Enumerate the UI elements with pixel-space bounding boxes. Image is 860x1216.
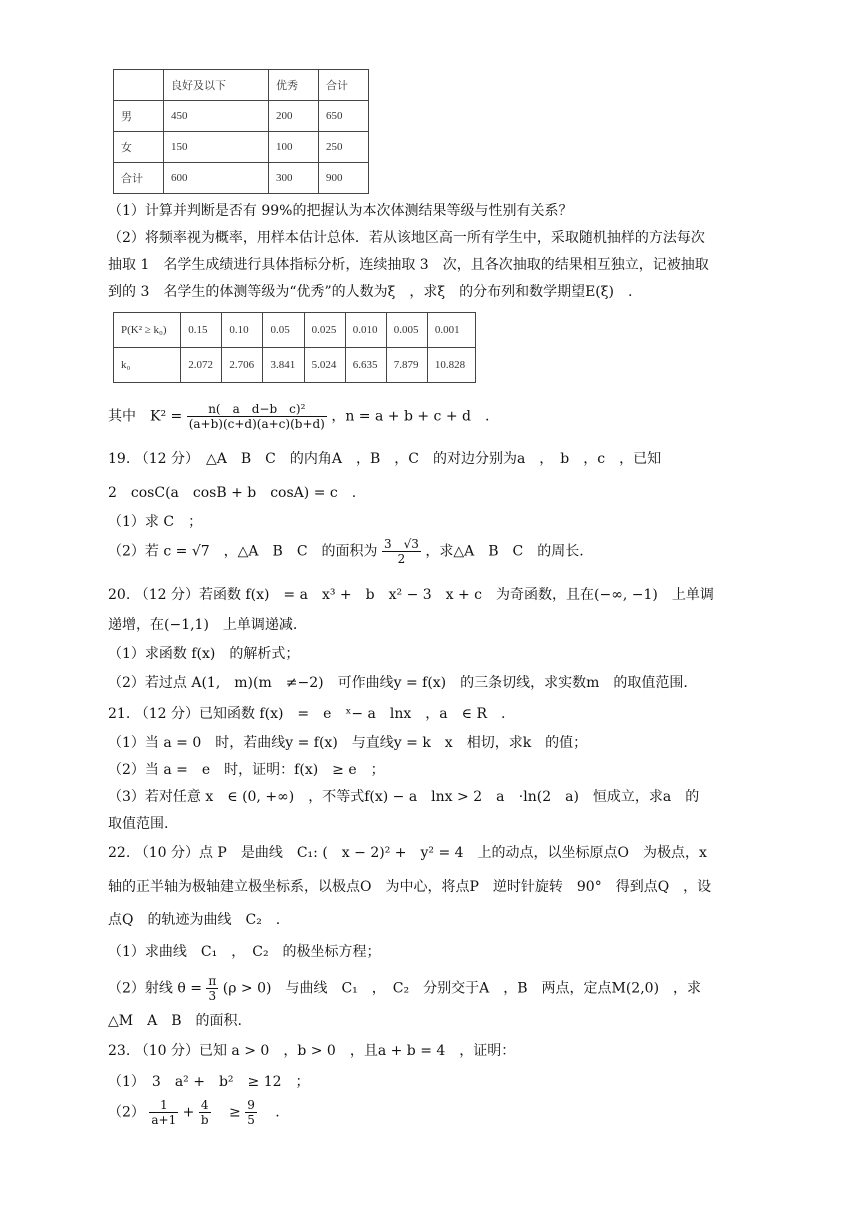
table-cell: 0.010 bbox=[345, 313, 386, 348]
table-cell: 10.828 bbox=[427, 348, 475, 383]
plus-sign: + bbox=[182, 1104, 195, 1121]
q22-stem-line3: 点Q 的轨迹为曲线 C₂ . bbox=[108, 912, 281, 928]
q18-part2-line3: 到的 3 名学生的体测等级为“优秀”的人数为ξ ，求ξ 的分布列和数学期望E(ξ) . bbox=[108, 284, 633, 300]
table-row bbox=[114, 313, 476, 348]
table-cell: 300 bbox=[269, 163, 319, 194]
fraction-2 bbox=[199, 1098, 211, 1127]
q18-part2-line2: 抽取 1 名学生成绩进行具体指标分析，连续抽取 3 次，且各次抽取的结果相互独立，记被抽取 bbox=[108, 257, 709, 273]
table-cell: 6.635 bbox=[345, 348, 386, 383]
table-cell: 200 bbox=[269, 101, 319, 132]
q22-part2-text-a: （2）射线 θ = bbox=[108, 980, 202, 997]
q19-part2-text-a: （2）若 c = √7 ，△A B C 的面积为 bbox=[108, 543, 378, 560]
table-cell: 0.025 bbox=[304, 313, 345, 348]
table-cell: 900 bbox=[319, 163, 369, 194]
table-cell: 3.841 bbox=[263, 348, 304, 383]
q21-part2: （2）当 a = e 时，证明：f(x) ≥ e ； bbox=[108, 762, 385, 778]
formula-denominator: (a+b)(c+d)(a+c)(b+d) bbox=[188, 417, 325, 431]
q22-part2-text-b: (ρ > 0) 与曲线 C₁ ， C₂ 分别交于A ，B 两点，定点M(2,0) ，求 bbox=[222, 980, 702, 997]
table-cell: 0.05 bbox=[263, 313, 304, 348]
q22-stem-line2: 轴的正半轴为极轴建立极坐标系，以极点O 为中心，将点P 逆时针旋转 90° 得到点Q ，设 bbox=[108, 879, 712, 895]
fraction-denominator: b bbox=[200, 1113, 209, 1127]
table-cell: 0.005 bbox=[386, 313, 427, 348]
k-squared-formula bbox=[108, 402, 489, 431]
q22-part2-line2: △M A B 的面积. bbox=[108, 1013, 242, 1029]
table-cell: 0.001 bbox=[427, 313, 475, 348]
fraction-numerator: 4 bbox=[199, 1098, 211, 1113]
table-row bbox=[114, 132, 369, 163]
table-cell: 男 bbox=[114, 101, 164, 132]
geq-sign: ≥ bbox=[215, 1104, 241, 1121]
table-row bbox=[114, 70, 369, 101]
table-cell: 650 bbox=[319, 101, 369, 132]
q22-stem-line1: 22. （10 分）点 P 是曲线 C₁: ( x − 2)² + y² = 4 上的动点，以坐标原点O 为极点，x bbox=[108, 845, 707, 861]
fraction-denominator: 3 bbox=[208, 989, 217, 1003]
angle-fraction bbox=[206, 974, 218, 1003]
table-cell: 0.10 bbox=[222, 313, 263, 348]
formula-prefix: 其中 K² = bbox=[108, 408, 183, 425]
q23-part1: （1） 3 a² + b² ≥ 12 ； bbox=[108, 1074, 310, 1090]
table-row bbox=[114, 163, 369, 194]
formula-fraction bbox=[187, 402, 327, 431]
q22-part2 bbox=[108, 974, 701, 1003]
table-cell: 优秀 bbox=[269, 70, 319, 101]
critical-value-table bbox=[113, 312, 476, 383]
q19-part1: （1）求 C ； bbox=[108, 514, 203, 530]
area-fraction bbox=[382, 537, 421, 566]
fraction-numerator: 1 bbox=[149, 1098, 178, 1113]
q21-stem: 21. （12 分）已知函数 f(x) = e ˣ− a lnx ，a ∈ R . bbox=[108, 706, 506, 722]
table-row bbox=[114, 348, 476, 383]
table-row bbox=[114, 101, 369, 132]
table-cell bbox=[114, 70, 164, 101]
q19-part2 bbox=[108, 537, 584, 566]
q22-part1: （1）求曲线 C₁ ， C₂ 的极坐标方程； bbox=[108, 944, 381, 960]
q20-stem-line1: 20. （12 分）若函数 f(x) = a x³ + b x² − 3 x + c 为奇函数，且在(−∞, −1) 上单调 bbox=[108, 587, 714, 603]
q20-stem-line2: 递增，在(−1,1) 上单调递减. bbox=[108, 617, 298, 633]
table-cell: 合计 bbox=[319, 70, 369, 101]
q19-stem-line1: 19. （12 分） △A B C 的内角A ，B ，C 的对边分别为a ， b ，c ，已知 bbox=[108, 451, 662, 467]
table-cell: 2.706 bbox=[222, 348, 263, 383]
fraction-3 bbox=[245, 1098, 257, 1127]
table-cell: 合计 bbox=[114, 163, 164, 194]
table-cell: 5.024 bbox=[304, 348, 345, 383]
q21-part3-line1: （3）若对任意 x ∈ (0, +∞) ，不等式f(x) − a lnx > 2 a ⋅ln(2 a) 恒成立，求a 的 bbox=[108, 789, 700, 805]
table-cell: 450 bbox=[164, 101, 269, 132]
q19-stem-line2: 2 cosC(a cosB + b cosA) = c . bbox=[108, 485, 357, 501]
table-cell: k₀ bbox=[114, 348, 181, 383]
table-cell: 600 bbox=[164, 163, 269, 194]
table-cell: 7.879 bbox=[386, 348, 427, 383]
fraction-denominator: a+1 bbox=[151, 1113, 177, 1127]
table-cell: 250 bbox=[319, 132, 369, 163]
fraction-1 bbox=[149, 1098, 178, 1127]
table-cell: 2.072 bbox=[181, 348, 222, 383]
table-cell: P(K² ≥ k₀) bbox=[114, 313, 181, 348]
table-cell: 良好及以下 bbox=[164, 70, 269, 101]
formula-suffix: ，n = a + b + c + d . bbox=[331, 408, 490, 425]
grade-gender-table bbox=[113, 69, 369, 194]
fraction-numerator: 3 √3 bbox=[384, 537, 419, 551]
q23-stem: 23. （10 分）已知 a > 0 ，b > 0 ，且a + b = 4 ，证明： bbox=[108, 1043, 516, 1059]
q19-part2-text-b: ，求△A B C 的周长. bbox=[425, 543, 584, 560]
fraction-numerator: π bbox=[208, 974, 217, 988]
fraction-denominator: 2 bbox=[397, 552, 406, 566]
q23-part2 bbox=[108, 1098, 280, 1127]
table-cell: 女 bbox=[114, 132, 164, 163]
q20-part1: （1）求函数 f(x) 的解析式； bbox=[108, 646, 300, 662]
table-cell: 150 bbox=[164, 132, 269, 163]
fraction-denominator: 5 bbox=[247, 1113, 255, 1127]
q21-part3-line2: 取值范围. bbox=[108, 816, 169, 832]
q18-part2-line1: （2）将频率视为概率，用样本估计总体．若从该地区高一所有学生中，采取随机抽样的方法每次 bbox=[108, 230, 705, 246]
table-cell: 0.15 bbox=[181, 313, 222, 348]
q21-part1: （1）当 a = 0 时，若曲线y = f(x) 与直线y = k x 相切，求k 的值； bbox=[108, 735, 588, 751]
q23-part2-label: （2） bbox=[108, 1104, 145, 1121]
table-cell: 100 bbox=[269, 132, 319, 163]
fraction-numerator: 9 bbox=[247, 1098, 255, 1112]
q18-part1: （1）计算并判断是否有 99%的把握认为本次体测结果等级与性别有关系？ bbox=[108, 203, 573, 219]
formula-numerator: n( a d−b c)² bbox=[187, 402, 327, 417]
period: . bbox=[261, 1104, 280, 1121]
q20-part2: （2）若过点 A(1, m)(m ≠−2) 可作曲线y = f(x) 的三条切线，求实数m 的取值范围. bbox=[108, 675, 688, 691]
